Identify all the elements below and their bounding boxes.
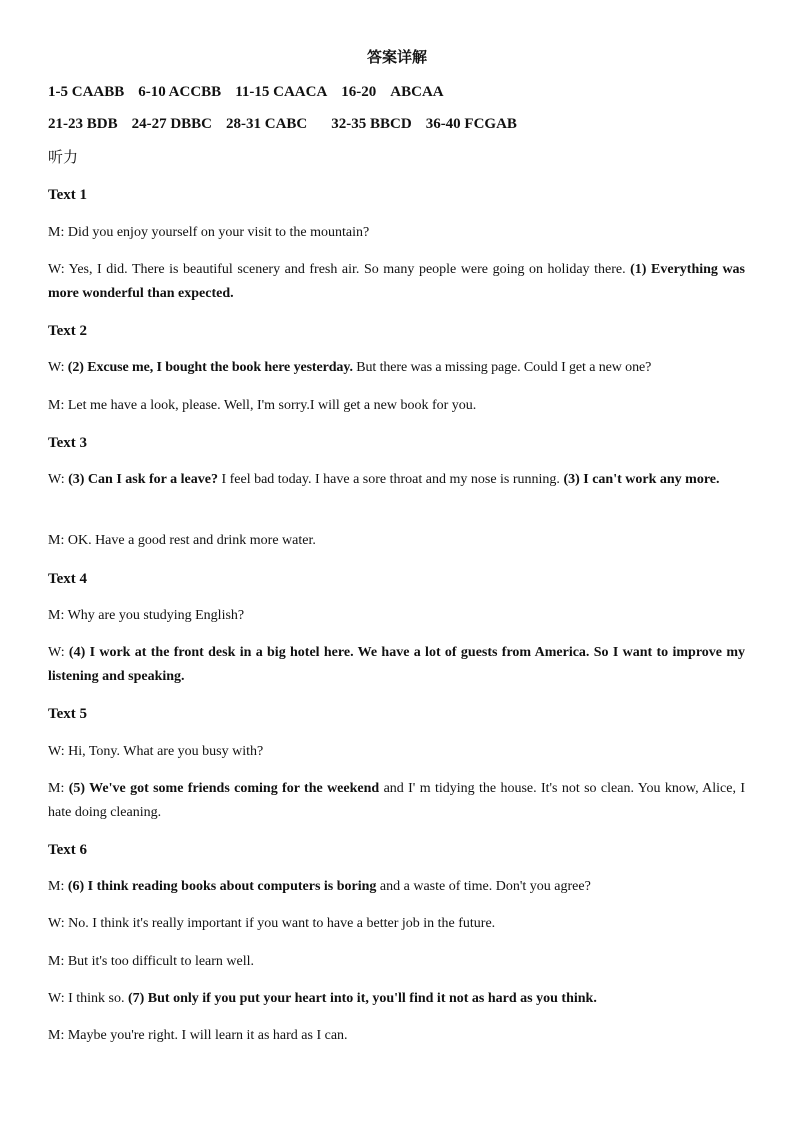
answer-group: 36-40 FCGAB <box>425 116 517 132</box>
speaker-label: M: <box>48 225 65 240</box>
answer-group: 11-15 CAACA <box>235 84 328 100</box>
dialogue-line <box>48 641 745 689</box>
dialogue-line <box>48 875 745 899</box>
answers-row-2 <box>48 112 745 136</box>
dialogue-line <box>48 356 745 380</box>
page-title: 答案详解 <box>366 48 427 66</box>
answer-group: 32-35 BBCD <box>331 116 412 132</box>
dialogue-line <box>48 777 745 825</box>
answer-group: 21-23 BDB <box>48 116 118 132</box>
answer-evidence: (1) Everything was more wonderful than expected. <box>48 262 746 301</box>
speaker-label: M: <box>48 1028 65 1043</box>
dialogue-text: OK. Have a good rest and drink more water. <box>67 533 316 548</box>
dialogue-line <box>48 604 745 628</box>
dialogue-text: Why are you studying English? <box>67 608 245 623</box>
speaker-label: W: <box>48 360 65 375</box>
section-label-listening: 听力 <box>48 148 79 166</box>
dialogue-line <box>48 950 745 974</box>
dialogue-text: Hi, Tony. What are you busy with? <box>68 744 264 759</box>
dialogue-text: Yes, I did. There is beautiful scenery and fresh air. So many people were going on holiday there. <box>68 262 626 277</box>
dialogue-text: Did you enjoy yourself on your visit to the mountain? <box>67 225 370 240</box>
dialogue-text: and a waste of time. Don't you agree? <box>379 879 591 894</box>
dialogue-text: But it's too difficult to learn well. <box>67 954 255 969</box>
text-heading: Text 5 <box>48 706 88 722</box>
speaker-label: W: <box>48 262 65 277</box>
answer-group: 24-27 DBBC <box>131 116 213 132</box>
text-heading: Text 2 <box>48 323 88 339</box>
dialogue-line <box>48 1024 745 1048</box>
answer-evidence: (3) I can't work any more. <box>563 472 720 487</box>
dialogue-line <box>48 912 745 936</box>
text-heading: Text 1 <box>48 187 88 203</box>
speaker-label: M: <box>48 398 65 413</box>
answer-group: ABCAA <box>390 84 444 100</box>
speaker-label: M: <box>48 608 65 623</box>
answer-evidence: (7) But only if you put your heart into it, you'll find it not as hard as you think. <box>127 991 597 1006</box>
speaker-label: W: <box>48 472 65 487</box>
speaker-label: W: <box>48 744 65 759</box>
answer-evidence: (5) We've got some friends coming for the weekend <box>68 781 380 796</box>
speaker-label: M: <box>48 781 65 796</box>
dialogue-line <box>48 468 745 492</box>
dialogue-line <box>48 221 745 245</box>
dialogue-text: I feel bad today. I have a sore throat and my nose is running. <box>221 472 560 487</box>
dialogue-line <box>48 987 745 1011</box>
answer-group: 16-20 <box>341 84 377 100</box>
answer-group: 28-31 CABC <box>226 116 308 132</box>
text-heading: Text 6 <box>48 842 88 858</box>
speaker-label: W: <box>48 645 65 660</box>
dialogue-line <box>48 740 745 764</box>
text-heading: Text 3 <box>48 435 88 451</box>
answer-evidence: (4) I work at the front desk in a big hotel here. We have a lot of guests from America. So I want to improve my listening and speaking. <box>48 645 746 684</box>
answer-group: 6-10 ACCBB <box>138 84 222 100</box>
answer-evidence: (6) I think reading books about computers is boring <box>67 879 377 894</box>
speaker-label: M: <box>48 533 65 548</box>
dialogue-line <box>48 258 745 306</box>
speaker-label: W: <box>48 916 65 931</box>
text-heading: Text 4 <box>48 571 88 587</box>
speaker-label: W: <box>48 991 65 1006</box>
speaker-label: M: <box>48 879 65 894</box>
dialogue-line <box>48 529 745 553</box>
answer-evidence: (3) Can I ask for a leave? <box>68 472 218 487</box>
answer-evidence: (2) Excuse me, I bought the book here yesterday. <box>67 360 353 375</box>
dialogue-text: Let me have a look, please. Well, I'm sorry.I will get a new book for you. <box>67 398 477 413</box>
dialogue-text: and I' m tidying the house. It's not so clean. You know, Alice, I hate doing cleaning. <box>48 781 746 820</box>
answer-group: 1-5 CAABB <box>48 84 125 100</box>
dialogue-text: But there was a missing page. Could I get a new one? <box>356 360 652 375</box>
dialogue-text: No. I think it's really important if you want to have a better job in the future. <box>68 916 496 931</box>
dialogue-text: Maybe you're right. I will learn it as hard as I can. <box>67 1028 348 1043</box>
dialogue-text: I think so. <box>68 991 125 1006</box>
dialogue-line <box>48 394 745 418</box>
answers-row-1 <box>48 80 745 104</box>
speaker-label: M: <box>48 954 65 969</box>
